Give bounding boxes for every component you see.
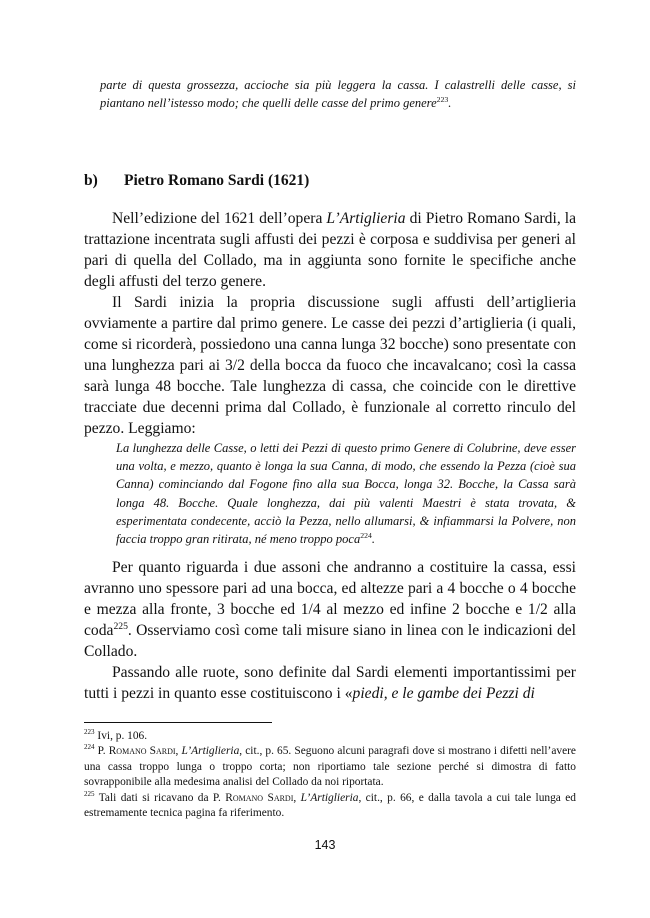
block-quote-top: parte di questa grossezza, accioche sia più leggera la cassa. I calastrelli delle casse, si piantano nell’istesso modo; che quelli delle casse del primo genere$^{223}$. xyxy=(100,78,576,110)
footnotes xyxy=(84,729,576,821)
body-text-lower xyxy=(84,557,576,704)
section-label: b) xyxy=(84,172,98,189)
paragraph-4: Passando alle ruote, sono definite dal Sardi elementi importantissimi per tutti i pezzi in quanto esse costituiscono i «piedi, e le gambe dei Pezzi di xyxy=(84,664,576,702)
paragraph-2: Il Sardi inizia la propria discussione sugli affusti dell’artiglieria ovviamente a partire dal primo genere. Le casse dei pezzi d’artiglieria (i quali, come si ricorderà, possiedono una canna lunga 32 bocche) sono presentate con una lunghezza pari ai 3/2 della bocca da fuoco che incavalcano; così la cassa sarà lunga 48 bocche. Tale lunghezza di cassa, che coincide con le direttive tracciate due decenni prima dal Collado, è funzionale al corretto rinculo del pezzo. Leggiamo: xyxy=(84,294,576,437)
footnote-224: $^{224}$ P. Romano Sardi, L’Artiglieria, cit., p. 65. Seguono alcuni paragrafi dove si mostrano i difetti nell’avere una cassa troppo lunga o troppo corta; non riportiamo tale sezione perché si dimostra di fatto sovrapponibile alla medesima analisi del Collado da noi riportata. xyxy=(84,743,576,789)
paragraph-1: Nell’edizione del 1621 dell’opera L’Artiglieria di Pietro Romano Sardi, la trattazione incentrata sugli affusti dei pezzi è corposa e suddivisa per generi al pari di quella del Collado, ma in aggiunta sono fornite le specifiche anche degli affusti del terzo genere. xyxy=(84,210,576,290)
body-text-upper xyxy=(84,208,576,439)
section-heading xyxy=(84,172,576,190)
footnote-ref-224[interactable]: 224 xyxy=(360,530,372,540)
section-title: Pietro Romano Sardi (1621) xyxy=(124,172,310,189)
paragraph-3: Per quanto riguarda i due assoni che andranno a costituire la cassa, essi avranno uno spessore pari ad una bocca, ed altezze pari a 4 bocche o 4 bocche e mezza alla fronte, 3 bocche ed 1/4 al mezzo ed infine 2 bocche e 1/2 alla coda$^{225}$. Osserviamo così come tali misure siano in linea con le indicazioni del Collado. xyxy=(84,559,576,660)
footnote-223: $^{223}$ Ivi, p. 106. xyxy=(84,728,148,742)
footnote-separator xyxy=(84,722,272,723)
page-number: 143 xyxy=(314,838,336,852)
footnote-ref-223[interactable]: 223 xyxy=(436,94,449,104)
block-quote-sardi: La lunghezza delle Casse, o letti dei Pezzi di questo primo Genere di Colubrine, deve esser una volta, e mezzo, quanto è longa la sua Canna, di modo, che essendo la Pezza (cioè sua Canna) cominciando dal Fogone fino alla sua Bocca, longa 32. Bocche, la Cassa sarà longa 48. Bocche. Quale longhezza, dai più valenti Maestri è stata trovata, & esperimentata condecente, acciò la Pezza, nello allumarsi, & infiammarsi la Polvere, non faccia troppo gran ritirata, né meno troppo poca$^{224}$. xyxy=(116,441,576,547)
footnote-225: $^{225}$ Tali dati si ricavano da P. Romano Sardi, L’Artiglieria, cit., p. 66, e dalla tavola a cui tale lunga ed estremamente tecnica pagina fa riferimento. xyxy=(84,789,576,820)
footnote-ref-225[interactable]: 225 xyxy=(113,620,128,632)
